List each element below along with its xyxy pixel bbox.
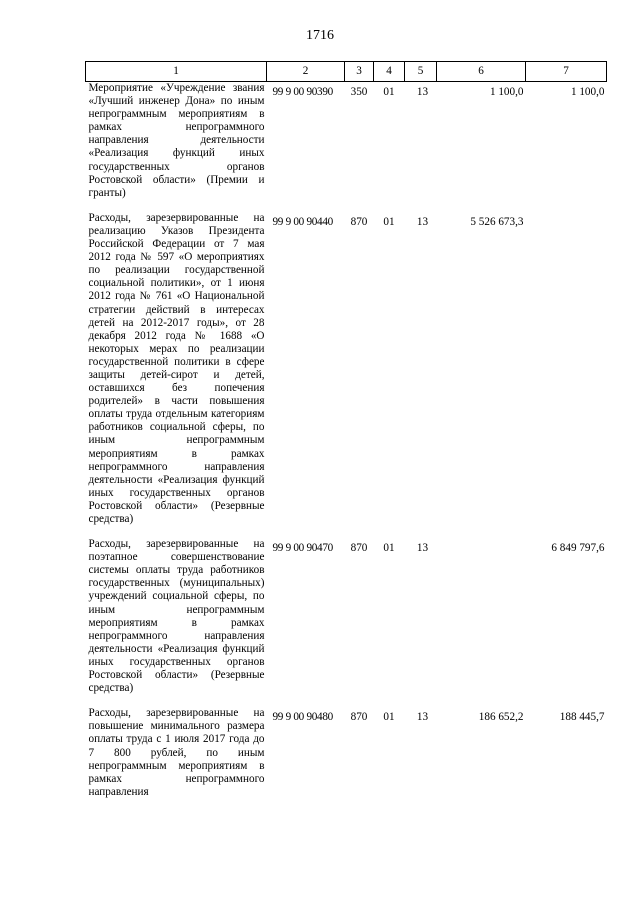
row-amount-col6 [437, 538, 526, 707]
row-amount-col6: 186 652,2 [478, 711, 524, 724]
row-section: 01 [383, 86, 395, 98]
row-subsection: 13 [416, 215, 429, 228]
row-amount-col7 [526, 212, 607, 538]
row-section: 01 [383, 542, 395, 555]
row-expense-type: 870 [350, 542, 368, 555]
row-description: Расходы, зарезервированные на повышение минимального размера оплаты труда с 1 июля 2017 года до 7 800 рублей, по иным непрограммным мероприятиям в рамках непрограммного направления [88, 707, 265, 798]
table-row [86, 707, 607, 811]
header-col-2: 2 [267, 62, 345, 82]
row-subsection: 13 [416, 86, 429, 98]
row-description: Расходы, зарезервированные на поэтапное совершенствование системы оплаты труда работников государственных (муниципальных) учреждений социальной сферы, по иным непрограммным мероприятиям в рамках непрограммного направления деятельности «Реализация функций иных государственных органов Ростовской области» (Резервные средства) [88, 538, 265, 695]
row-subsection: 13 [416, 542, 429, 555]
row-description: Мероприятие «Учреждение звания «Лучший инженер Дона» по иным непрограммным мероприятиям в рамках непрограммного направления деятельности «Реализация функций иных государственных органов Ростовской области» (Премии и гранты) [88, 82, 265, 199]
header-col-6: 6 [437, 62, 526, 82]
row-target-code: 99 9 00 90470 [272, 542, 333, 555]
table-row [86, 212, 607, 538]
table-row [86, 82, 607, 212]
row-amount-col7: 188 445,7 [559, 711, 605, 724]
row-subsection: 13 [416, 711, 429, 724]
header-col-5: 5 [405, 62, 437, 82]
row-amount-col7: 1 100,0 [570, 86, 605, 98]
row-description: Расходы, зарезервированные на реализацию Указов Президента Российской Федерации от 7 мая 2012 года № 597 «О мероприятиях по реализации государственной социальной политики», от 1 июня 2012 года № 761 «О Национальной стратегии действий в интересах детей на 2012-2017 годы», от 28 декабря 2012 года № 1688 «О некоторых мерах по реализации государственной политики в сфере защиты детей-сирот и детей, оставшихся без попечения родителей» в части повышения оплаты труда отдельным категориям работников социальной сферы, по иным непрограммным мероприятиям в рамках непрограммного направления деятельности «Реализация функций иных государственных органов Ростовской области» (Резервные средства) [88, 211, 265, 525]
table-row [86, 538, 607, 707]
header-col-1: 1 [86, 62, 267, 82]
row-amount-col7: 6 849 797,6 [551, 542, 605, 555]
row-expense-type: 870 [350, 711, 368, 724]
row-expense-type: 870 [350, 215, 368, 228]
row-section: 01 [383, 215, 395, 228]
header-row [86, 62, 607, 82]
header-col-7: 7 [526, 62, 607, 82]
row-section: 01 [383, 711, 395, 724]
row-expense-type: 350 [350, 86, 368, 98]
row-amount-col6: 1 100,0 [489, 86, 524, 98]
row-target-code: 99 9 00 90390 [272, 86, 333, 98]
header-col-3: 3 [345, 62, 374, 82]
row-target-code: 99 9 00 90440 [272, 215, 333, 228]
row-target-code: 99 9 00 90480 [272, 711, 333, 724]
row-amount-col6: 5 526 673,3 [470, 215, 524, 228]
header-col-4: 4 [374, 62, 405, 82]
page-number: 1716 [306, 28, 334, 43]
budget-table [85, 61, 607, 811]
